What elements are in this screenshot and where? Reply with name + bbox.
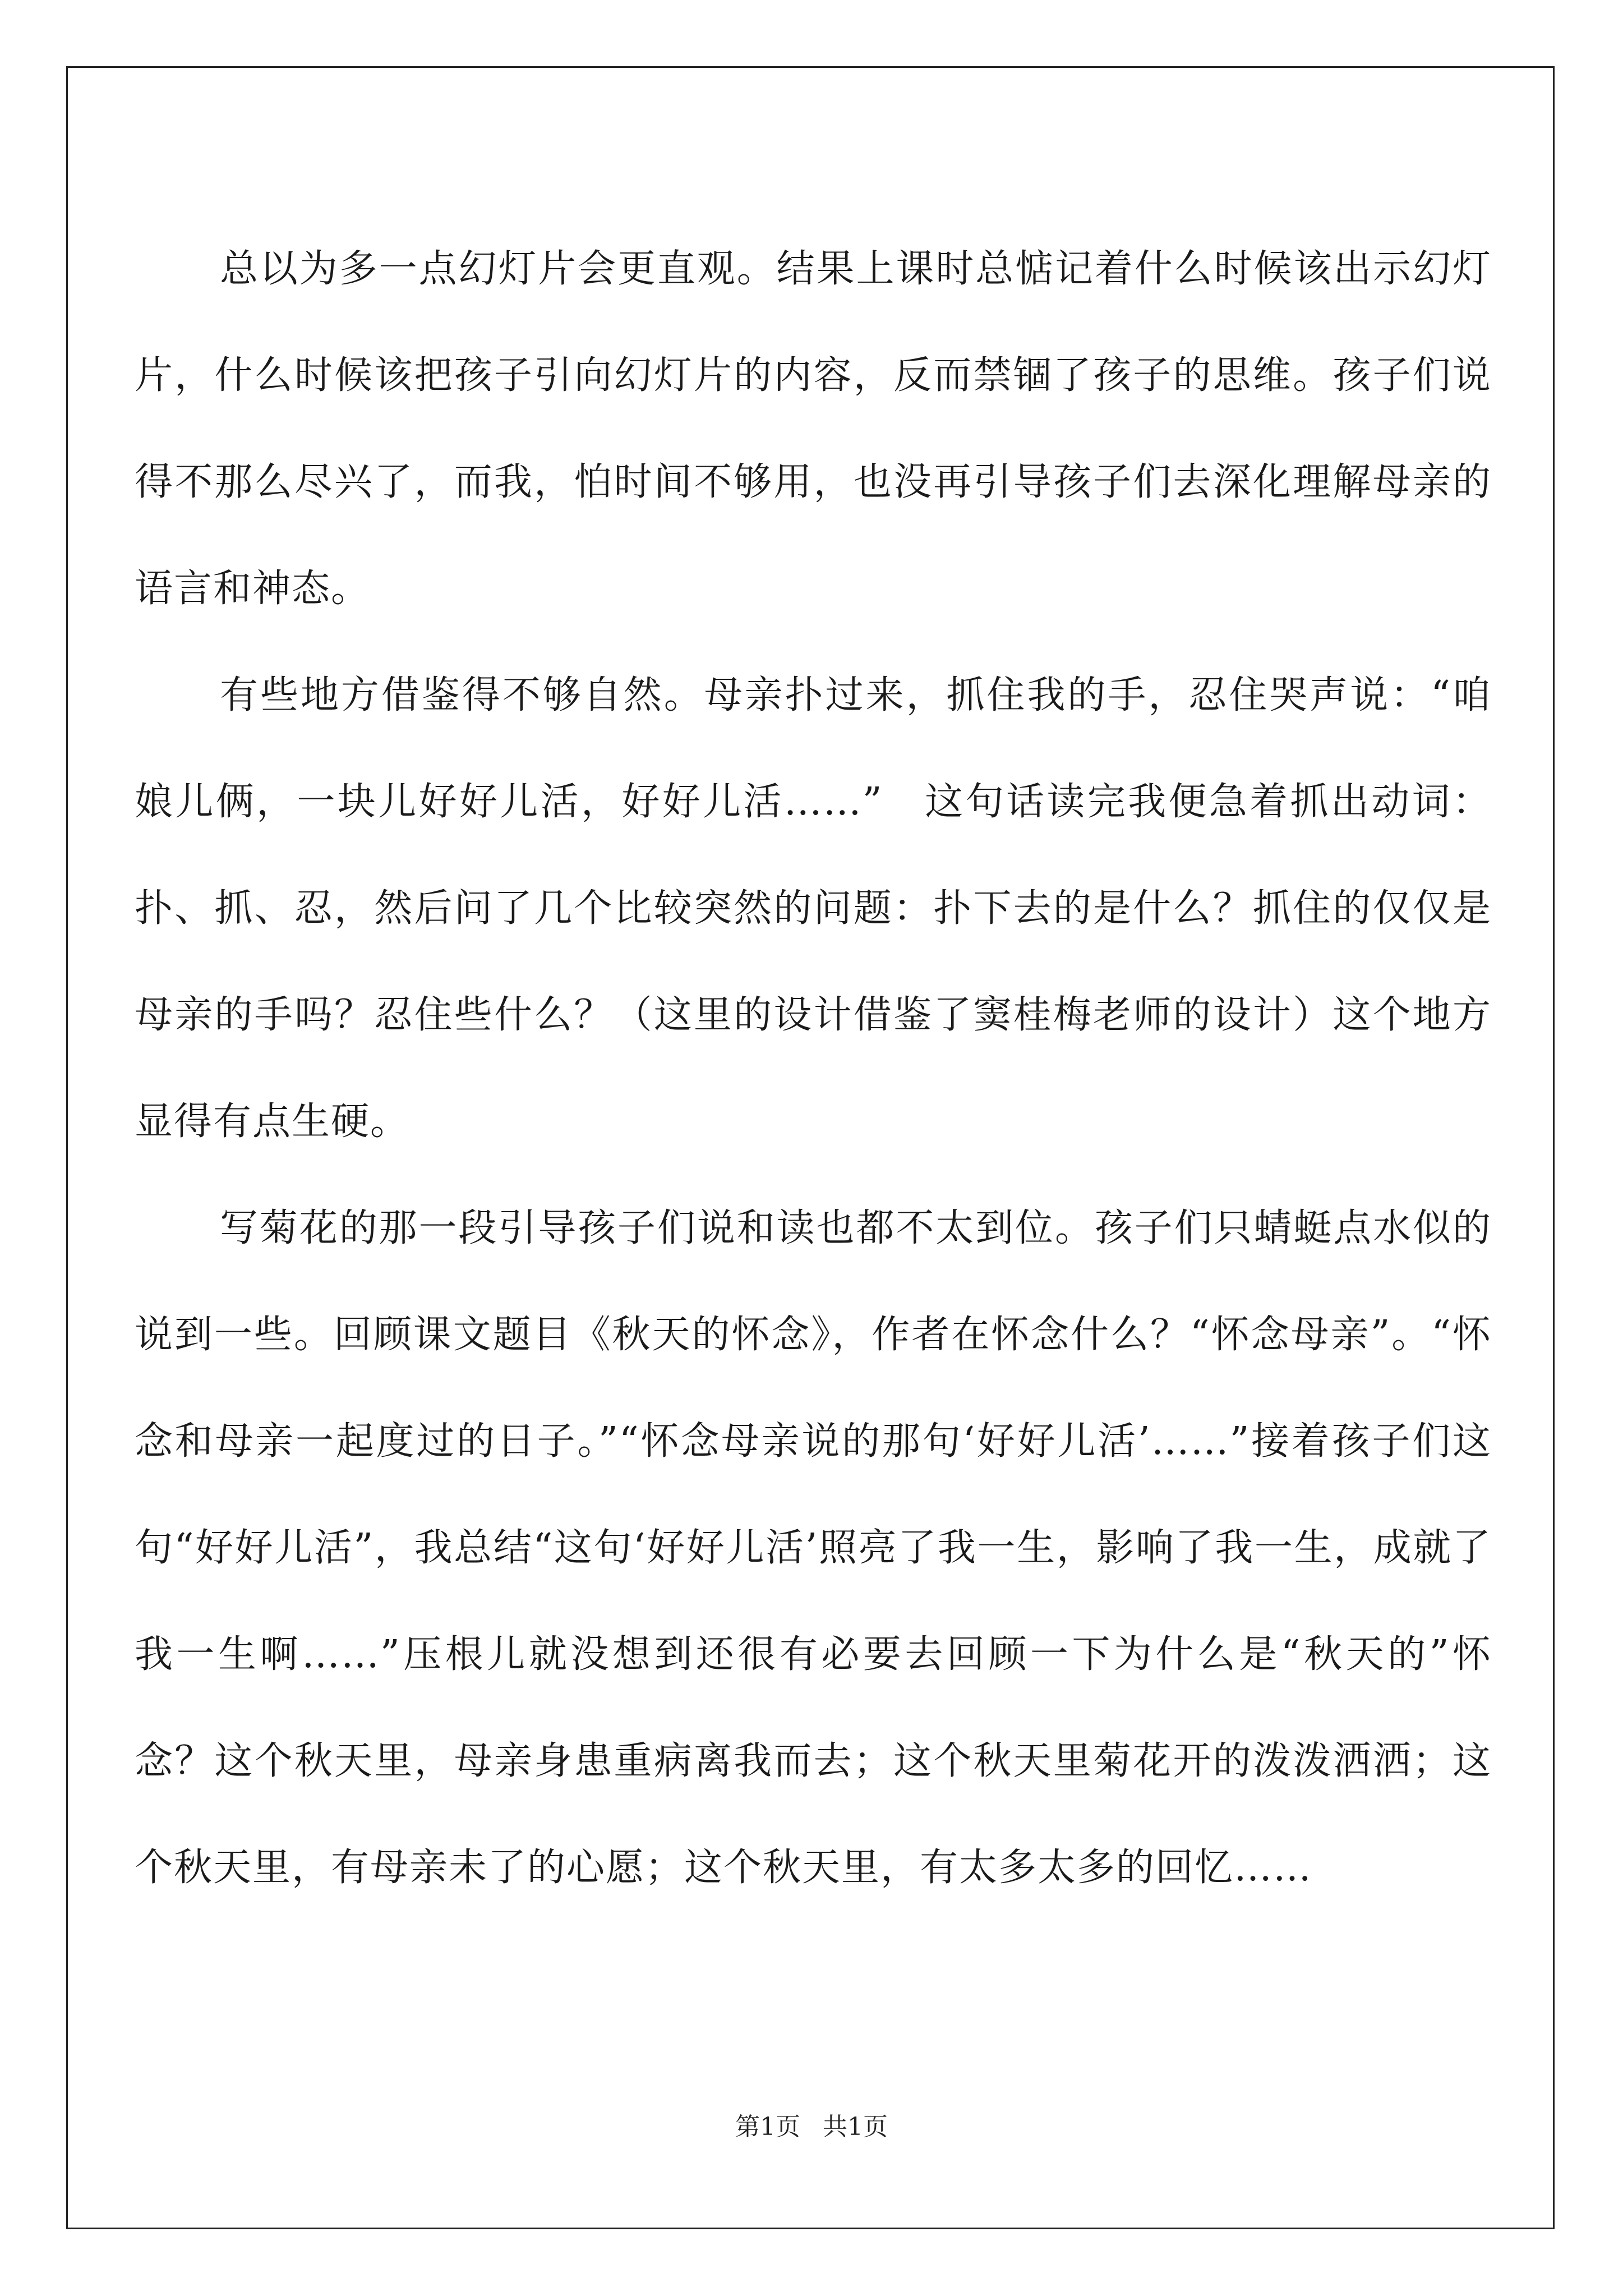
paragraph-chrysanthemum-section: 写菊花的那一段引导孩子们说和读也都不太到位。孩子们只蜻蜓点水似的说到一些。回顾课文题目《秋天的怀念》，作者在怀念什么？“怀念母亲”。“怀念和母亲一起度过的日子。”“怀念母亲说的那句‘好好儿活’……”接着孩子们这句“好好儿活”，我总结“这句‘好好儿活’照亮了我一生，影响了我一生，成就了我一生啊……”压根儿就没想到还很有必要去回顾一下为什么是“秋天的”怀念？这个秋天里，母亲身患重病离我而去；这个秋天里菊花开的泼泼洒洒；这个秋天里，有母亲未了的心愿；这个秋天里，有太多太多的回忆……	[135, 1206, 1492, 1890]
paragraph-slideshow-reflection: 总以为多一点幻灯片会更直观。结果上课时总惦记着什么时候该出示幻灯片，什么时候该把孩子引向幻灯片的内容，反而禁锢了孩子的思维。孩子们说得不那么尽兴了，而我，怕时间不够用，也没再引导孩子们去深化理解母亲的语言和神态。	[135, 247, 1492, 611]
document-body	[135, 216, 1492, 1921]
page-total: 共1页	[823, 2113, 888, 2141]
page-footer	[0, 2110, 1623, 2144]
page-number: 第1页	[735, 2113, 800, 2141]
paragraph-borrowed-design: 有些地方借鉴得不够自然。母亲扑过来，抓住我的手，忍住哭声说：“咱娘儿俩，一块儿好好儿活，好好儿活……” 这句话读完我便急着抓出动词：扑、抓、忍，然后问了几个比较突然的问题：扑下去的是什么？抓住的仅仅是母亲的手吗？忍住些什么？（这里的设计借鉴了窦桂梅老师的设计）这个地方显得有点生硬。	[135, 673, 1492, 1144]
